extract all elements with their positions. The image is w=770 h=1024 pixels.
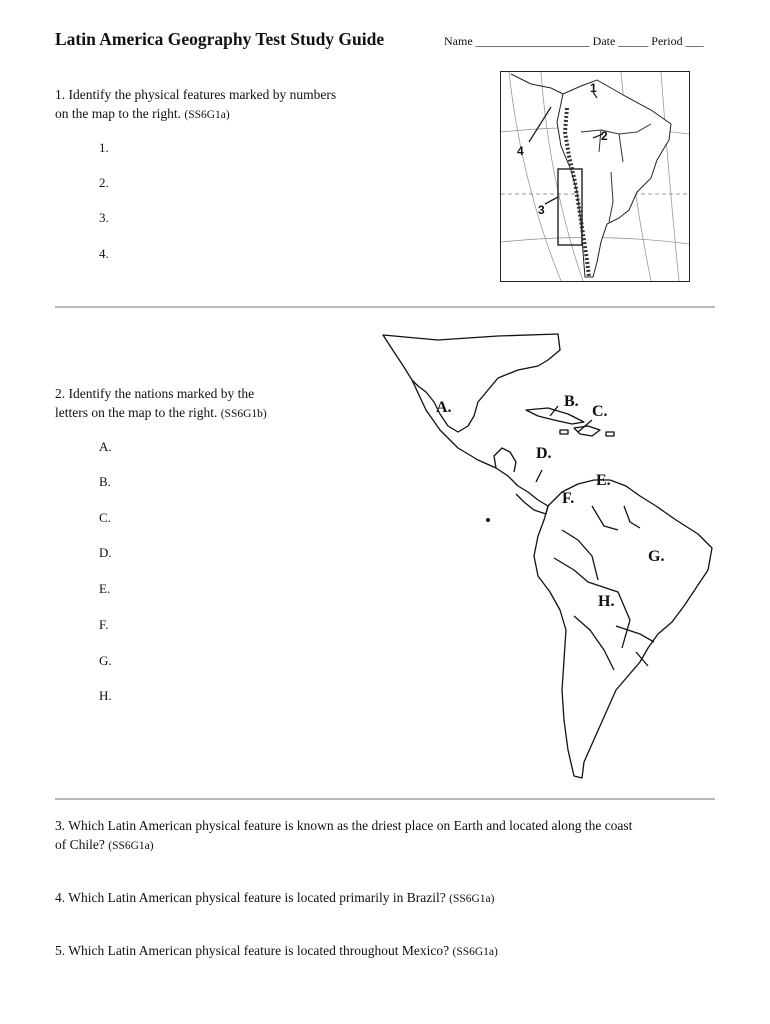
answer-item-3: 3. <box>99 210 109 225</box>
question-3 <box>55 816 715 856</box>
section-divider <box>55 306 715 308</box>
answer-item-a: A. <box>99 439 112 454</box>
map-letter-g: G. <box>648 548 665 565</box>
standard-code: (SS6G1a) <box>108 840 154 852</box>
map-letter-h: H. <box>598 593 615 610</box>
question-1 <box>55 85 336 125</box>
question-2 <box>55 384 267 424</box>
answer-item-e: E. <box>99 581 111 596</box>
standard-code: (SS6G1a) <box>184 109 230 121</box>
map-letter-c: C. <box>592 403 608 420</box>
standard-code: (SS6G1a) <box>452 946 498 958</box>
answer-item-c: C. <box>99 510 111 525</box>
map-label-3: 3 <box>538 203 545 217</box>
question-3-line1: 3. Which Latin American physical feature is known as the driest place on Earth and located along the coast <box>55 818 633 833</box>
nations-outline-map <box>378 330 718 782</box>
answer-item-4: 4. <box>99 246 109 261</box>
physical-map-svg <box>501 72 689 281</box>
map-label-4: 4 <box>517 144 524 158</box>
question-2-line2 <box>55 403 267 424</box>
question-5 <box>55 941 498 962</box>
map-letter-b: B. <box>564 393 579 410</box>
answer-item-d: D. <box>99 545 112 560</box>
question-3-text: of Chile? <box>55 837 105 852</box>
question-4-text: 4. Which Latin American physical feature is located primarily in Brazil? <box>55 890 446 905</box>
question-2-text: letters on the map to the right. <box>55 405 218 420</box>
map-letter-e: E. <box>596 472 611 489</box>
question-4 <box>55 888 495 909</box>
question-3-line2 <box>55 835 715 856</box>
question-1-text: on the map to the right. <box>55 106 181 121</box>
page-title: Latin America Geography Test Study Guide <box>55 29 385 49</box>
map-letter-f: F. <box>562 490 575 507</box>
answer-item-f: F. <box>99 617 109 632</box>
question-1-line1: 1. Identify the physical features marked by numbers <box>55 87 337 102</box>
answer-item-g: G. <box>99 653 112 668</box>
map-label-1: 1 <box>590 81 597 95</box>
nations-map-svg <box>378 330 718 782</box>
question-2-line1: 2. Identify the nations marked by the <box>55 386 255 401</box>
question-5-text: 5. Which Latin American physical feature is located throughout Mexico? <box>55 943 450 958</box>
map-letter-d: D. <box>536 445 552 462</box>
name-date-period-line: Name ___________________ Date _____ Period ___ <box>444 34 704 48</box>
map-letter-a: A. <box>436 399 452 416</box>
map-label-2: 2 <box>601 129 608 143</box>
question-1-line2 <box>55 104 336 125</box>
standard-code: (SS6G1b) <box>220 408 267 420</box>
answer-item-2: 2. <box>99 175 109 190</box>
section-divider <box>55 798 715 800</box>
answer-item-h: H. <box>99 688 112 703</box>
standard-code: (SS6G1a) <box>449 893 495 905</box>
answer-item-1: 1. <box>99 140 109 155</box>
answer-item-b: B. <box>99 474 111 489</box>
physical-features-map <box>500 71 690 282</box>
